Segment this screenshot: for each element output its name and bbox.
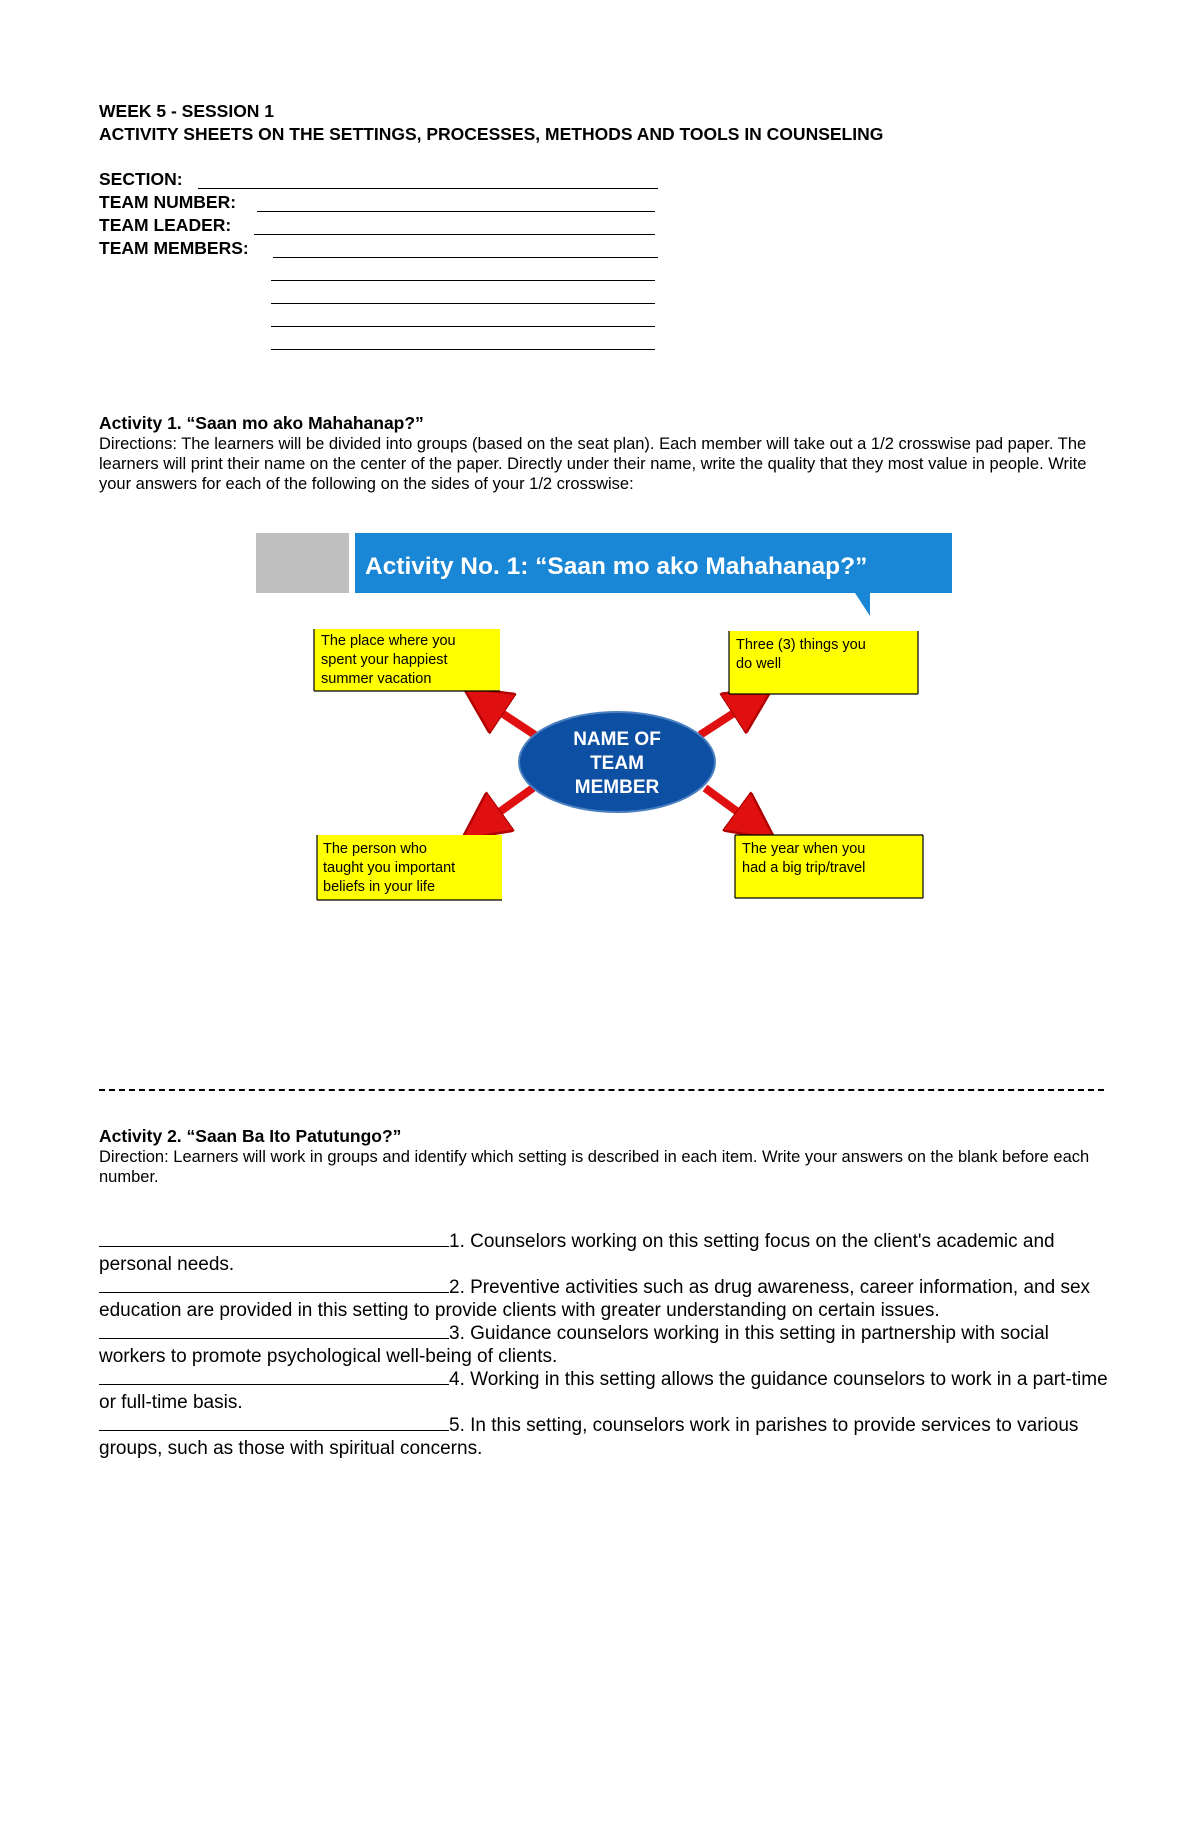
team-number-blank[interactable] — [257, 211, 655, 212]
team-member-blank[interactable] — [273, 257, 658, 258]
team-number-label: TEAM NUMBER: — [99, 192, 237, 212]
banner-side-block — [256, 533, 349, 593]
arrow-top-right-icon — [700, 700, 754, 735]
activity1-diagram — [255, 530, 955, 910]
question-item — [99, 1367, 1109, 1414]
box-top-right — [729, 631, 918, 694]
answer-blank[interactable] — [99, 1367, 449, 1385]
banner-tail — [855, 593, 870, 616]
question-text: 2. Preventive activities such as drug awareness, career information, and sex education are provided in this setting to provide clients with greater understanding on certain issues. — [99, 1277, 1091, 1321]
question-item — [99, 1229, 1109, 1276]
box-top-left-line-3: summer vacation — [321, 671, 432, 687]
center-line-1: NAME OF — [573, 729, 661, 750]
banner-title: Activity No. 1: “Saan mo ako Mahahanap?” — [365, 553, 868, 580]
center-line-2: TEAM — [590, 753, 644, 774]
activity1-title: Activity 1. “Saan mo ako Mahahanap?” — [99, 413, 424, 433]
box-top-left-line-2: spent your happiest — [321, 652, 448, 668]
box-bottom-right-line-2: had a big trip/travel — [742, 860, 866, 876]
team-member-blank[interactable] — [271, 349, 655, 350]
answer-blank[interactable] — [99, 1413, 449, 1431]
box-bottom-right — [735, 835, 923, 898]
team-leader-label: TEAM LEADER: — [99, 215, 232, 235]
box-top-right-line-2: do well — [736, 656, 782, 672]
team-members-label: TEAM MEMBERS: — [99, 238, 249, 258]
box-bottom-left-line-1: The person who — [323, 841, 427, 857]
team-leader-blank[interactable] — [254, 234, 655, 235]
team-member-blank[interactable] — [271, 303, 655, 304]
question-text: 1. Counselors working on this setting focus on the client's academic and personal needs. — [99, 1231, 1055, 1275]
sheet-title: ACTIVITY SHEETS ON THE SETTINGS, PROCESSES, METHODS AND TOOLS IN COUNSELING — [99, 124, 884, 144]
question-text: 5. In this setting, counselors work in parishes to provide services to various groups, such as those with spiritual concerns. — [99, 1415, 1079, 1459]
activity1-directions: Directions: The learners will be divided into groups (based on the seat plan). Each member will take out a 1/2 crosswise pad paper. The learners will print their name on the center of the paper. Directly under their name, write the quality that they most value in people. Write your answers for each of the following on the sides of your 1/2 crosswise: — [99, 435, 1087, 493]
arrow-top-left-icon — [482, 700, 535, 735]
box-bottom-left-line-3: beliefs in your life — [323, 879, 436, 895]
week-heading: WEEK 5 - SESSION 1 — [99, 101, 275, 121]
question-text: 4. Working in this setting allows the guidance counselors to work in a part-time or full-time basis. — [99, 1369, 1108, 1413]
question-item — [99, 1275, 1109, 1322]
team-member-blank[interactable] — [271, 326, 655, 327]
center-line-3: MEMBER — [574, 777, 660, 798]
box-bottom-left-line-2: taught you important — [323, 860, 456, 876]
arrow-bottom-left-icon — [480, 788, 533, 826]
section-blank[interactable] — [198, 188, 658, 189]
team-member-blank[interactable] — [271, 280, 655, 281]
box-top-left-line-1: The place where you — [321, 633, 456, 649]
box-top-left — [314, 629, 500, 691]
arrow-bottom-right-icon — [705, 788, 757, 826]
box-bottom-right-line-1: The year when you — [742, 841, 866, 857]
answer-blank[interactable] — [99, 1275, 449, 1293]
question-item — [99, 1413, 1109, 1460]
box-top-right-line-1: Three (3) things you — [736, 637, 866, 653]
answer-blank[interactable] — [99, 1229, 449, 1247]
question-item — [99, 1321, 1109, 1368]
activity2-direction: Direction: Learners will work in groups and identify which setting is described in each item. Write your answers on the blank before each number. — [99, 1148, 1090, 1186]
activity2-title: Activity 2. “Saan Ba Ito Patutungo?” — [99, 1126, 402, 1146]
section-divider — [99, 1089, 1104, 1091]
section-label: SECTION: — [99, 169, 183, 189]
question-text: 3. Guidance counselors working in this setting in partnership with social workers to promote psychological well-being of clients. — [99, 1323, 1049, 1367]
answer-blank[interactable] — [99, 1321, 449, 1339]
box-bottom-left — [317, 835, 502, 900]
